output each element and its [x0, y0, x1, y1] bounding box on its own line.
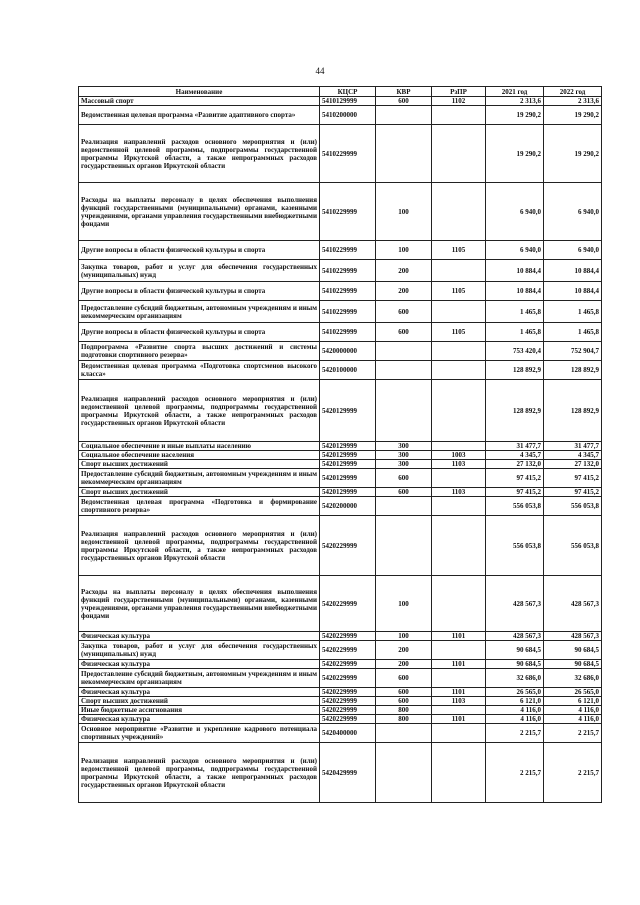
- header-kvr: КВР: [376, 87, 432, 97]
- cell-kcsr: 5420129999: [320, 442, 376, 451]
- cell-kvr: 800: [376, 706, 432, 715]
- table-row: [79, 451, 602, 460]
- cell-name: Ведомственная целевая программа «Подготовка спортсменов высокого класса»: [79, 361, 320, 380]
- cell-2022: 128 892,9: [544, 380, 602, 442]
- cell-name: Другие вопросы в области физической культуры и спорта: [79, 323, 320, 342]
- cell-2022: 128 892,9: [544, 361, 602, 380]
- cell-kvr: 100: [376, 241, 432, 260]
- table-row: [79, 706, 602, 715]
- cell-2021: 19 290,2: [486, 106, 544, 125]
- table-row: [79, 260, 602, 282]
- cell-rzpr: [432, 497, 486, 516]
- cell-rzpr: 1101: [432, 660, 486, 669]
- cell-rzpr: [432, 125, 486, 183]
- cell-name: Предоставление субсидий бюджетным, автономным учреждениям и иным некоммерческим организациям: [79, 469, 320, 488]
- cell-name: Расходы на выплаты персоналу в целях обеспечения выполнения функций государственными (муниципальными) органами, казенными учреждениями, органами управления государственными внебюджетными фондами: [79, 183, 320, 241]
- cell-2022: 32 686,0: [544, 669, 602, 688]
- table-row: [79, 697, 602, 706]
- cell-2022: 27 132,0: [544, 460, 602, 469]
- cell-name: Ведомственная целевая программа «Подготовка и формирование спортивного резерва»: [79, 497, 320, 516]
- cell-rzpr: 1101: [432, 688, 486, 697]
- cell-kcsr: 5420129999: [320, 451, 376, 460]
- header-name: Наименование: [79, 87, 320, 97]
- cell-name: Основное мероприятие «Развитие и укрепление кадрового потенциала спортивных учреждений»: [79, 724, 320, 743]
- cell-2021: 90 684,5: [486, 641, 544, 660]
- cell-rzpr: 1103: [432, 488, 486, 497]
- cell-2021: 4 116,0: [486, 706, 544, 715]
- cell-kvr: 200: [376, 641, 432, 660]
- cell-name: Ведомственная целевая программа «Развитие адаптивного спорта»: [79, 106, 320, 125]
- cell-kcsr: 5420229999: [320, 706, 376, 715]
- header-2022: 2022 год: [544, 87, 602, 97]
- cell-rzpr: [432, 724, 486, 743]
- cell-kcsr: 5410229999: [320, 183, 376, 241]
- cell-kvr: 300: [376, 451, 432, 460]
- cell-name: Подпрограмма «Развитие спорта высших достижений и системы подготовки спортивного резерва»: [79, 342, 320, 361]
- cell-2021: 32 686,0: [486, 669, 544, 688]
- table-row: [79, 342, 602, 361]
- cell-2021: 1 465,8: [486, 301, 544, 323]
- table-row: [79, 460, 602, 469]
- cell-rzpr: 1003: [432, 451, 486, 460]
- cell-name: Предоставление субсидий бюджетным, автономным учреждениям и иным некоммерческим организациям: [79, 669, 320, 688]
- cell-2022: 428 567,3: [544, 632, 602, 641]
- cell-2022: 19 290,2: [544, 106, 602, 125]
- cell-kcsr: 5420129999: [320, 488, 376, 497]
- cell-kvr: 600: [376, 697, 432, 706]
- table-row: [79, 442, 602, 451]
- cell-2021: 31 477,7: [486, 442, 544, 451]
- cell-name: Физическая культура: [79, 688, 320, 697]
- cell-kvr: 200: [376, 260, 432, 282]
- cell-2022: 428 567,3: [544, 576, 602, 632]
- cell-kcsr: 5420229999: [320, 632, 376, 641]
- table-row: [79, 715, 602, 724]
- header-kcsr: КЦСР: [320, 87, 376, 97]
- cell-2022: 90 684,5: [544, 641, 602, 660]
- cell-2022: 4 345,7: [544, 451, 602, 460]
- cell-2022: 26 565,0: [544, 688, 602, 697]
- cell-2021: 128 892,9: [486, 380, 544, 442]
- cell-kvr: [376, 497, 432, 516]
- cell-name: Расходы на выплаты персоналу в целях обеспечения выполнения функций государственными (муниципальными) органами, казенными учреждениями, органами управления государственными внебюджетными фондами: [79, 576, 320, 632]
- table-row: [79, 380, 602, 442]
- cell-name: Физическая культура: [79, 660, 320, 669]
- cell-2021: 556 053,8: [486, 497, 544, 516]
- cell-kcsr: 5420229999: [320, 660, 376, 669]
- cell-kvr: [376, 724, 432, 743]
- cell-name: Спорт высших достижений: [79, 460, 320, 469]
- cell-2021: 10 884,4: [486, 282, 544, 301]
- table-row: [79, 106, 602, 125]
- cell-name: Физическая культура: [79, 632, 320, 641]
- cell-kvr: [376, 743, 432, 803]
- cell-kvr: [376, 361, 432, 380]
- table-row: [79, 488, 602, 497]
- cell-kcsr: 5420429999: [320, 743, 376, 803]
- table-row: [79, 183, 602, 241]
- cell-name: Социальное обеспечение населения: [79, 451, 320, 460]
- table-row: [79, 97, 602, 106]
- cell-2022: 752 904,7: [544, 342, 602, 361]
- cell-2022: 4 116,0: [544, 706, 602, 715]
- cell-kvr: 800: [376, 715, 432, 724]
- cell-kvr: 100: [376, 576, 432, 632]
- cell-rzpr: [432, 106, 486, 125]
- cell-kvr: 100: [376, 183, 432, 241]
- cell-name: Спорт высших достижений: [79, 697, 320, 706]
- table-row: [79, 669, 602, 688]
- cell-name: Социальное обеспечение и иные выплаты населению: [79, 442, 320, 451]
- cell-kvr: 600: [376, 469, 432, 488]
- cell-2021: 19 290,2: [486, 125, 544, 183]
- cell-rzpr: [432, 706, 486, 715]
- cell-rzpr: 1103: [432, 697, 486, 706]
- cell-2022: 97 415,2: [544, 488, 602, 497]
- cell-kcsr: 5420229999: [320, 688, 376, 697]
- cell-kvr: [376, 125, 432, 183]
- cell-rzpr: 1105: [432, 282, 486, 301]
- table-row: [79, 323, 602, 342]
- cell-rzpr: [432, 361, 486, 380]
- table-row: [79, 516, 602, 576]
- cell-rzpr: [432, 743, 486, 803]
- table-row: [79, 660, 602, 669]
- cell-kvr: 600: [376, 323, 432, 342]
- cell-2022: 1 465,8: [544, 323, 602, 342]
- cell-name: Реализация направлений расходов основного мероприятия и (или) ведомственной целевой программы, подпрограммы государственной программы Иркутской области, а также непрограммных расходов государственных органов Иркутской области: [79, 516, 320, 576]
- cell-2021: 10 884,4: [486, 260, 544, 282]
- cell-rzpr: 1103: [432, 460, 486, 469]
- cell-kcsr: 5420129999: [320, 380, 376, 442]
- cell-2022: 556 053,8: [544, 497, 602, 516]
- cell-rzpr: [432, 301, 486, 323]
- cell-name: Иные бюджетные ассигнования: [79, 706, 320, 715]
- cell-name: Закупка товаров, работ и услуг для обеспечения государственных (муниципальных) нужд: [79, 641, 320, 660]
- cell-kcsr: 5410229999: [320, 125, 376, 183]
- table-row: [79, 632, 602, 641]
- cell-kvr: 600: [376, 301, 432, 323]
- cell-kvr: 300: [376, 460, 432, 469]
- cell-kvr: [376, 342, 432, 361]
- cell-kcsr: 5410229999: [320, 323, 376, 342]
- cell-name: Реализация направлений расходов основного мероприятия и (или) ведомственной целевой программы, подпрограммы государственной программы Иркутской области, а также непрограммных расходов государственных органов Иркутской области: [79, 380, 320, 442]
- cell-2022: 556 053,8: [544, 516, 602, 576]
- table-header-row: [79, 87, 602, 97]
- table-row: [79, 125, 602, 183]
- cell-kcsr: 5420200000: [320, 497, 376, 516]
- cell-2021: 4 116,0: [486, 715, 544, 724]
- cell-kvr: 600: [376, 688, 432, 697]
- header-2021: 2021 год: [486, 87, 544, 97]
- cell-2021: 2 215,7: [486, 724, 544, 743]
- cell-kvr: [376, 380, 432, 442]
- cell-2021: 6 940,0: [486, 183, 544, 241]
- table-row: [79, 743, 602, 803]
- cell-kcsr: 5410229999: [320, 260, 376, 282]
- cell-kvr: 600: [376, 488, 432, 497]
- cell-2022: 10 884,4: [544, 282, 602, 301]
- cell-kcsr: 5420229999: [320, 697, 376, 706]
- cell-2021: 753 420,4: [486, 342, 544, 361]
- budget-table: [78, 86, 602, 803]
- cell-kcsr: 5420229999: [320, 576, 376, 632]
- cell-rzpr: [432, 641, 486, 660]
- cell-kcsr: 5420100000: [320, 361, 376, 380]
- cell-kcsr: 5420229999: [320, 715, 376, 724]
- cell-name: Предоставление субсидий бюджетным, автономным учреждениям и иным некоммерческим организациям: [79, 301, 320, 323]
- cell-2021: 97 415,2: [486, 488, 544, 497]
- cell-name: Реализация направлений расходов основного мероприятия и (или) ведомственной целевой программы, подпрограммы государственной программы Иркутской области, а также непрограммных расходов государственных органов Иркутской области: [79, 743, 320, 803]
- cell-rzpr: 1105: [432, 241, 486, 260]
- cell-kvr: 300: [376, 442, 432, 451]
- cell-2021: 26 565,0: [486, 688, 544, 697]
- cell-2021: 4 345,7: [486, 451, 544, 460]
- cell-2022: 2 313,6: [544, 97, 602, 106]
- cell-2021: 6 940,0: [486, 241, 544, 260]
- cell-2021: 6 121,0: [486, 697, 544, 706]
- cell-kcsr: 5420229999: [320, 669, 376, 688]
- cell-rzpr: [432, 260, 486, 282]
- cell-rzpr: [432, 442, 486, 451]
- table-row: [79, 641, 602, 660]
- cell-2022: 97 415,2: [544, 469, 602, 488]
- cell-name: Физическая культура: [79, 715, 320, 724]
- cell-2021: 428 567,3: [486, 632, 544, 641]
- cell-2021: 428 567,3: [486, 576, 544, 632]
- cell-kcsr: 5420129999: [320, 460, 376, 469]
- cell-2021: 90 684,5: [486, 660, 544, 669]
- cell-rzpr: 1101: [432, 715, 486, 724]
- cell-2022: 90 684,5: [544, 660, 602, 669]
- cell-kcsr: 5410229999: [320, 301, 376, 323]
- cell-rzpr: 1102: [432, 97, 486, 106]
- cell-2022: 31 477,7: [544, 442, 602, 451]
- cell-2021: 556 053,8: [486, 516, 544, 576]
- cell-rzpr: [432, 380, 486, 442]
- cell-kvr: 600: [376, 669, 432, 688]
- cell-2022: 1 465,8: [544, 301, 602, 323]
- cell-2022: 6 940,0: [544, 241, 602, 260]
- table-row: [79, 282, 602, 301]
- cell-rzpr: [432, 183, 486, 241]
- cell-name: Спорт высших достижений: [79, 488, 320, 497]
- cell-rzpr: [432, 469, 486, 488]
- cell-2021: 97 415,2: [486, 469, 544, 488]
- header-rzpr: РзПР: [432, 87, 486, 97]
- table-row: [79, 361, 602, 380]
- cell-2022: 6 121,0: [544, 697, 602, 706]
- cell-2022: 2 215,7: [544, 743, 602, 803]
- cell-kvr: 200: [376, 282, 432, 301]
- cell-kvr: 100: [376, 632, 432, 641]
- cell-name: Закупка товаров, работ и услуг для обеспечения государственных (муниципальных) нужд: [79, 260, 320, 282]
- cell-kvr: [376, 516, 432, 576]
- cell-kcsr: 5420229999: [320, 516, 376, 576]
- cell-rzpr: [432, 576, 486, 632]
- cell-kcsr: 5410229999: [320, 282, 376, 301]
- cell-2022: 10 884,4: [544, 260, 602, 282]
- cell-rzpr: 1105: [432, 323, 486, 342]
- cell-kcsr: 5420129999: [320, 469, 376, 488]
- table-row: [79, 241, 602, 260]
- cell-name: Массовый спорт: [79, 97, 320, 106]
- cell-kvr: 200: [376, 660, 432, 669]
- table-row: [79, 724, 602, 743]
- cell-rzpr: [432, 516, 486, 576]
- cell-name: Другие вопросы в области физической культуры и спорта: [79, 282, 320, 301]
- cell-rzpr: 1101: [432, 632, 486, 641]
- table-row: [79, 497, 602, 516]
- cell-kvr: 600: [376, 97, 432, 106]
- cell-kvr: [376, 106, 432, 125]
- cell-2021: 2 313,6: [486, 97, 544, 106]
- cell-2021: 1 465,8: [486, 323, 544, 342]
- cell-2021: 27 132,0: [486, 460, 544, 469]
- page-number: 44: [315, 66, 325, 76]
- cell-kcsr: 5420229999: [320, 641, 376, 660]
- cell-2022: 19 290,2: [544, 125, 602, 183]
- table-row: [79, 688, 602, 697]
- table-row: [79, 469, 602, 488]
- cell-kcsr: 5410129999: [320, 97, 376, 106]
- table-row: [79, 576, 602, 632]
- cell-rzpr: [432, 342, 486, 361]
- cell-2021: 2 215,7: [486, 743, 544, 803]
- cell-2022: 4 116,0: [544, 715, 602, 724]
- cell-kcsr: 5420000000: [320, 342, 376, 361]
- cell-name: Реализация направлений расходов основного мероприятия и (или) ведомственной целевой программы, подпрограммы государственной программы Иркутской области, а также непрограммных расходов государственных органов Иркутской области: [79, 125, 320, 183]
- cell-kcsr: 5410229999: [320, 241, 376, 260]
- cell-kcsr: 5410200000: [320, 106, 376, 125]
- table-row: [79, 301, 602, 323]
- cell-kcsr: 5420400000: [320, 724, 376, 743]
- cell-rzpr: [432, 669, 486, 688]
- cell-2022: 6 940,0: [544, 183, 602, 241]
- cell-2021: 128 892,9: [486, 361, 544, 380]
- cell-name: Другие вопросы в области физической культуры и спорта: [79, 241, 320, 260]
- cell-2022: 2 215,7: [544, 724, 602, 743]
